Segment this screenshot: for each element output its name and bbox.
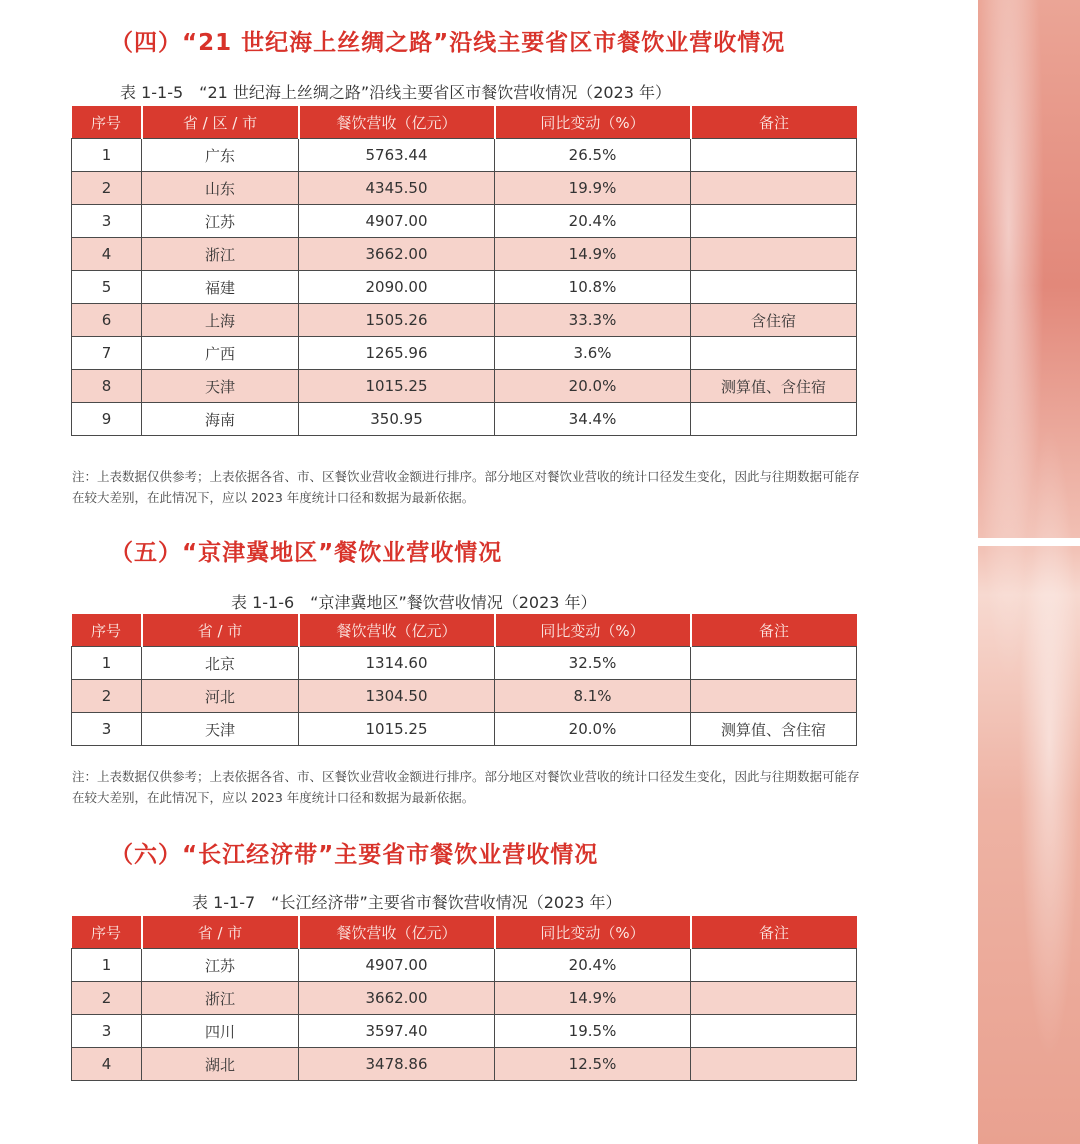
table-cell	[691, 680, 857, 713]
table-row	[72, 680, 857, 713]
table-cell: 山东	[142, 172, 299, 205]
table-header-row	[72, 614, 857, 647]
table-cell	[691, 949, 857, 982]
table-cell: 北京	[142, 647, 299, 680]
table-cell	[691, 172, 857, 205]
column-header: 省 / 市	[142, 916, 299, 949]
table-row	[72, 304, 857, 337]
table-cell	[691, 337, 857, 370]
table-header-row	[72, 916, 857, 949]
table-cell: 1505.26	[299, 304, 495, 337]
table-cell: 5763.44	[299, 139, 495, 172]
table-cell: 福建	[142, 271, 299, 304]
table-1-1-7	[71, 916, 857, 1081]
table-cell: 350.95	[299, 403, 495, 436]
table-cell: 四川	[142, 1015, 299, 1048]
column-header: 序号	[72, 614, 142, 647]
table-cell: 14.9%	[495, 238, 691, 271]
table-cell: 12.5%	[495, 1048, 691, 1081]
table-row	[72, 982, 857, 1015]
table-cell: 江苏	[142, 205, 299, 238]
table-cell	[691, 271, 857, 304]
column-header: 同比变动（%）	[495, 916, 691, 949]
table-cell: 广西	[142, 337, 299, 370]
table-row	[72, 172, 857, 205]
table-cell: 上海	[142, 304, 299, 337]
table-cell: 6	[72, 304, 142, 337]
column-header: 序号	[72, 916, 142, 949]
table-cell: 19.9%	[495, 172, 691, 205]
table-cell: 20.0%	[495, 713, 691, 746]
table-cell: 含住宿	[691, 304, 857, 337]
table-cell	[691, 982, 857, 1015]
table-cell: 1	[72, 139, 142, 172]
table-cell	[691, 1015, 857, 1048]
table-cell	[691, 1048, 857, 1081]
table-cell: 4907.00	[299, 949, 495, 982]
table-cell: 2	[72, 172, 142, 205]
table-cell: 3	[72, 1015, 142, 1048]
table-cell: 1314.60	[299, 647, 495, 680]
table-cell: 19.5%	[495, 1015, 691, 1048]
table-cell: 34.4%	[495, 403, 691, 436]
table-cell: 湖北	[142, 1048, 299, 1081]
table-row	[72, 205, 857, 238]
column-header: 餐饮营收（亿元）	[299, 916, 495, 949]
column-header: 餐饮营收（亿元）	[299, 614, 495, 647]
table-cell: 河北	[142, 680, 299, 713]
table-cell: 20.0%	[495, 370, 691, 403]
table-row	[72, 949, 857, 982]
table-cell: 1015.25	[299, 370, 495, 403]
table-cell: 2	[72, 680, 142, 713]
column-header: 省 / 区 / 市	[142, 106, 299, 139]
table-row	[72, 370, 857, 403]
section-4-title: （四）“21 世纪海上丝绸之路”沿线主要省区市餐饮业营收情况	[110, 30, 786, 56]
table-cell: 天津	[142, 370, 299, 403]
table-cell: 32.5%	[495, 647, 691, 680]
table-cell: 1	[72, 647, 142, 680]
table-1-1-6	[71, 614, 857, 746]
table-cell: 3662.00	[299, 982, 495, 1015]
table-cell: 4345.50	[299, 172, 495, 205]
table-cell: 1015.25	[299, 713, 495, 746]
table-cell: 3	[72, 713, 142, 746]
column-header: 备注	[691, 916, 857, 949]
table-header-row	[72, 106, 857, 139]
table-row	[72, 271, 857, 304]
section-5-title: （五）“京津冀地区”餐饮业营收情况	[110, 540, 503, 566]
table-cell: 14.9%	[495, 982, 691, 1015]
table-cell: 33.3%	[495, 304, 691, 337]
table-row	[72, 1015, 857, 1048]
table-cell: 浙江	[142, 238, 299, 271]
table-cell: 8	[72, 370, 142, 403]
table-1-1-6-caption: 表 1-1-6 “京津冀地区”餐饮营收情况（2023 年）	[231, 593, 597, 612]
table-cell	[691, 139, 857, 172]
table-1-1-5-note: 注：上表数据仅供参考；上表依据各省、市、区餐饮业营收金额进行排序。部分地区对餐饮业营收的统计口径发生变化，因此与往期数据可能存在较大差别，在此情况下，应以 2023 年度统计口径和数据为最新依据。	[72, 469, 860, 505]
table-cell: 4907.00	[299, 205, 495, 238]
table-cell: 3.6%	[495, 337, 691, 370]
table-row	[72, 337, 857, 370]
table-cell: 4	[72, 238, 142, 271]
table-row	[72, 238, 857, 271]
table-cell	[691, 238, 857, 271]
table-cell: 20.4%	[495, 949, 691, 982]
column-header: 省 / 市	[142, 614, 299, 647]
table-cell: 2090.00	[299, 271, 495, 304]
table-cell: 20.4%	[495, 205, 691, 238]
table-1-1-6-note: 注：上表数据仅供参考；上表依据各省、市、区餐饮业营收金额进行排序。部分地区对餐饮业营收的统计口径发生变化，因此与往期数据可能存在较大差别，在此情况下，应以 2023 年度统计口径和数据为最新依据。	[72, 769, 860, 805]
table-cell: 1265.96	[299, 337, 495, 370]
table-cell: 9	[72, 403, 142, 436]
table-cell: 天津	[142, 713, 299, 746]
column-header: 序号	[72, 106, 142, 139]
table-cell: 26.5%	[495, 139, 691, 172]
table-1-1-7-caption: 表 1-1-7 “长江经济带”主要省市餐饮营收情况（2023 年）	[192, 893, 622, 912]
decorative-side-image	[978, 0, 1080, 1144]
table-cell: 浙江	[142, 982, 299, 1015]
table-cell: 3	[72, 205, 142, 238]
table-cell: 1	[72, 949, 142, 982]
table-cell: 海南	[142, 403, 299, 436]
table-cell: 广东	[142, 139, 299, 172]
table-cell: 测算值、含住宿	[691, 370, 857, 403]
table-1-1-5	[71, 106, 857, 436]
section-6-title: （六）“长江经济带”主要省市餐饮业营收情况	[110, 842, 599, 868]
table-cell: 5	[72, 271, 142, 304]
table-row	[72, 139, 857, 172]
table-cell	[691, 403, 857, 436]
column-header: 同比变动（%）	[495, 614, 691, 647]
table-row	[72, 1048, 857, 1081]
table-cell: 测算值、含住宿	[691, 713, 857, 746]
table-cell: 3597.40	[299, 1015, 495, 1048]
table-row	[72, 403, 857, 436]
column-header: 备注	[691, 614, 857, 647]
table-cell: 10.8%	[495, 271, 691, 304]
table-cell	[691, 647, 857, 680]
column-header: 备注	[691, 106, 857, 139]
table-cell: 7	[72, 337, 142, 370]
column-header: 同比变动（%）	[495, 106, 691, 139]
table-cell: 2	[72, 982, 142, 1015]
table-cell	[691, 205, 857, 238]
table-cell: 8.1%	[495, 680, 691, 713]
table-cell: 4	[72, 1048, 142, 1081]
table-row	[72, 647, 857, 680]
table-cell: 3662.00	[299, 238, 495, 271]
table-1-1-5-caption: 表 1-1-5 “21 世纪海上丝绸之路”沿线主要省区市餐饮营收情况（2023 年）	[120, 83, 672, 102]
table-cell: 1304.50	[299, 680, 495, 713]
table-cell: 3478.86	[299, 1048, 495, 1081]
table-row	[72, 713, 857, 746]
table-cell: 江苏	[142, 949, 299, 982]
column-header: 餐饮营收（亿元）	[299, 106, 495, 139]
